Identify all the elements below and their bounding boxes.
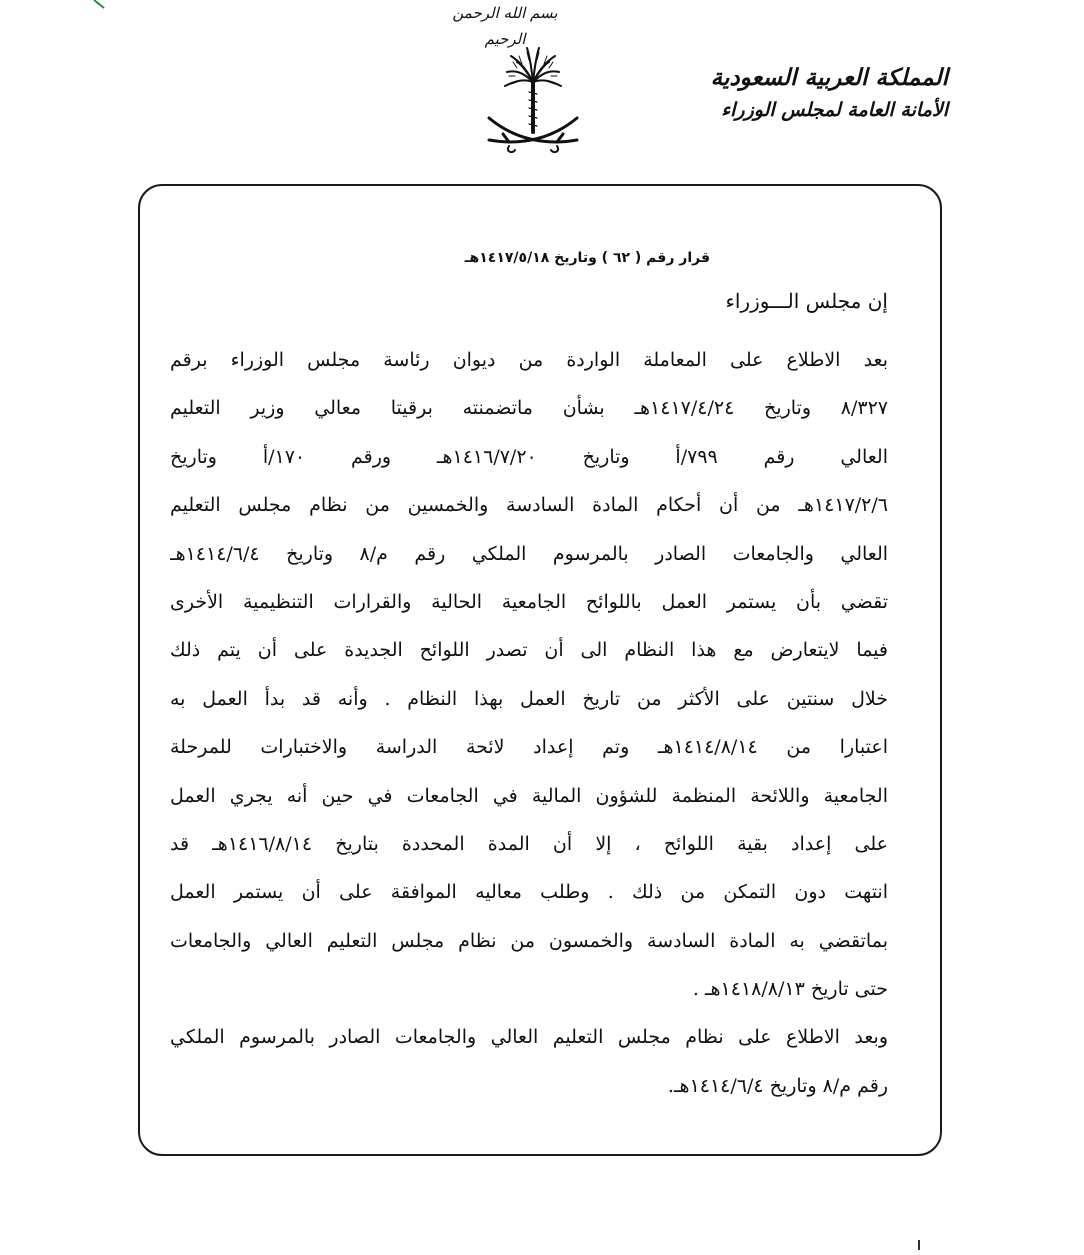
body-line: انتهت دون التمكن من ذلك . وطلب معاليه الموافقة على أن يستمر العمل <box>170 881 888 904</box>
scan-mark <box>918 1240 920 1250</box>
body-line: بماتقضي به المادة السادسة والخمسون من نظام مجلس التعليم العالي والجامعات <box>170 929 888 952</box>
body-line: فيما لايتعارض مع هذا النظام الى أن تصدر اللوائح الجديدة على أن يتم ذلك <box>170 639 888 662</box>
body-line: على إعداد بقية اللوائح ، إلا أن المدة المحددة بتاريخ ١٤١٦/٨/١٤هـ قد <box>170 832 888 855</box>
corner-mark-icon <box>92 0 114 10</box>
body-line: رقم م/٨ وتاريخ ١٤١٤/٦/٤هـ. <box>667 1074 888 1097</box>
letterhead <box>688 60 948 124</box>
council-heading: إن مجلس الـــوزراء <box>725 289 888 313</box>
body-line: حتى تاريخ ١٤١٨/٨/١٣هـ . <box>692 978 888 1001</box>
decision-number-line: قرار رقم ( ٦٢ ) وتاريخ ١٤١٧/٥/١٨هـ <box>464 250 710 266</box>
body-line: بعد الاطلاع على المعاملة الواردة من ديوان رئاسة مجلس الوزراء برقم <box>170 349 888 371</box>
body-line: وبعد الاطلاع على نظام مجلس التعليم العالي والجامعات الصادر بالمرسوم الملكي <box>170 1026 888 1049</box>
kingdom-name: المملكة العربية السعودية <box>710 64 948 91</box>
body-line: العالي والجامعات الصادر بالمرسوم الملكي رقم م/٨ وتاريخ ١٤١٤/٦/٤هـ <box>170 542 888 565</box>
body-line: خلال سنتين على الأكثر من تاريخ العمل بهذا النظام . وأنه قد بدأ العمل به <box>170 687 888 710</box>
basmala: بسم الله الرحمن الرحيم <box>452 4 558 48</box>
saudi-emblem-icon <box>483 42 583 160</box>
document-body <box>170 336 888 1110</box>
body-line: ١٤١٧/٢/٦هـ من أن أحكام المادة السادسة والخمسين من نظام مجلس التعليم <box>170 494 888 517</box>
body-line: الجامعية واللائحة المنظمة للشؤون المالية في الجامعات في حين أنه يجري العمل <box>170 784 888 807</box>
body-line: ٨/٣٢٧ وتاريخ ١٤١٧/٤/٢٤هـ بشأن ماتضمنته برقيتا معالي وزير التعليم <box>170 397 888 420</box>
body-line: تقضي بأن يستمر العمل باللوائح الجامعية الحالية والقرارات التنظيمية الأخرى <box>170 590 888 613</box>
secretariat-name: الأمانة العامة لمجلس الوزراء <box>721 99 948 121</box>
body-line: العالي رقم ٧٩٩/أ وتاريخ ١٤١٦/٧/٢٠هـ ورقم ١٧٠/أ وتاريخ <box>170 445 888 468</box>
body-line: اعتبارا من ١٤١٤/٨/١٤هـ وتم إعداد لائحة الدراسة والاختبارات للمرحلة <box>170 736 888 759</box>
